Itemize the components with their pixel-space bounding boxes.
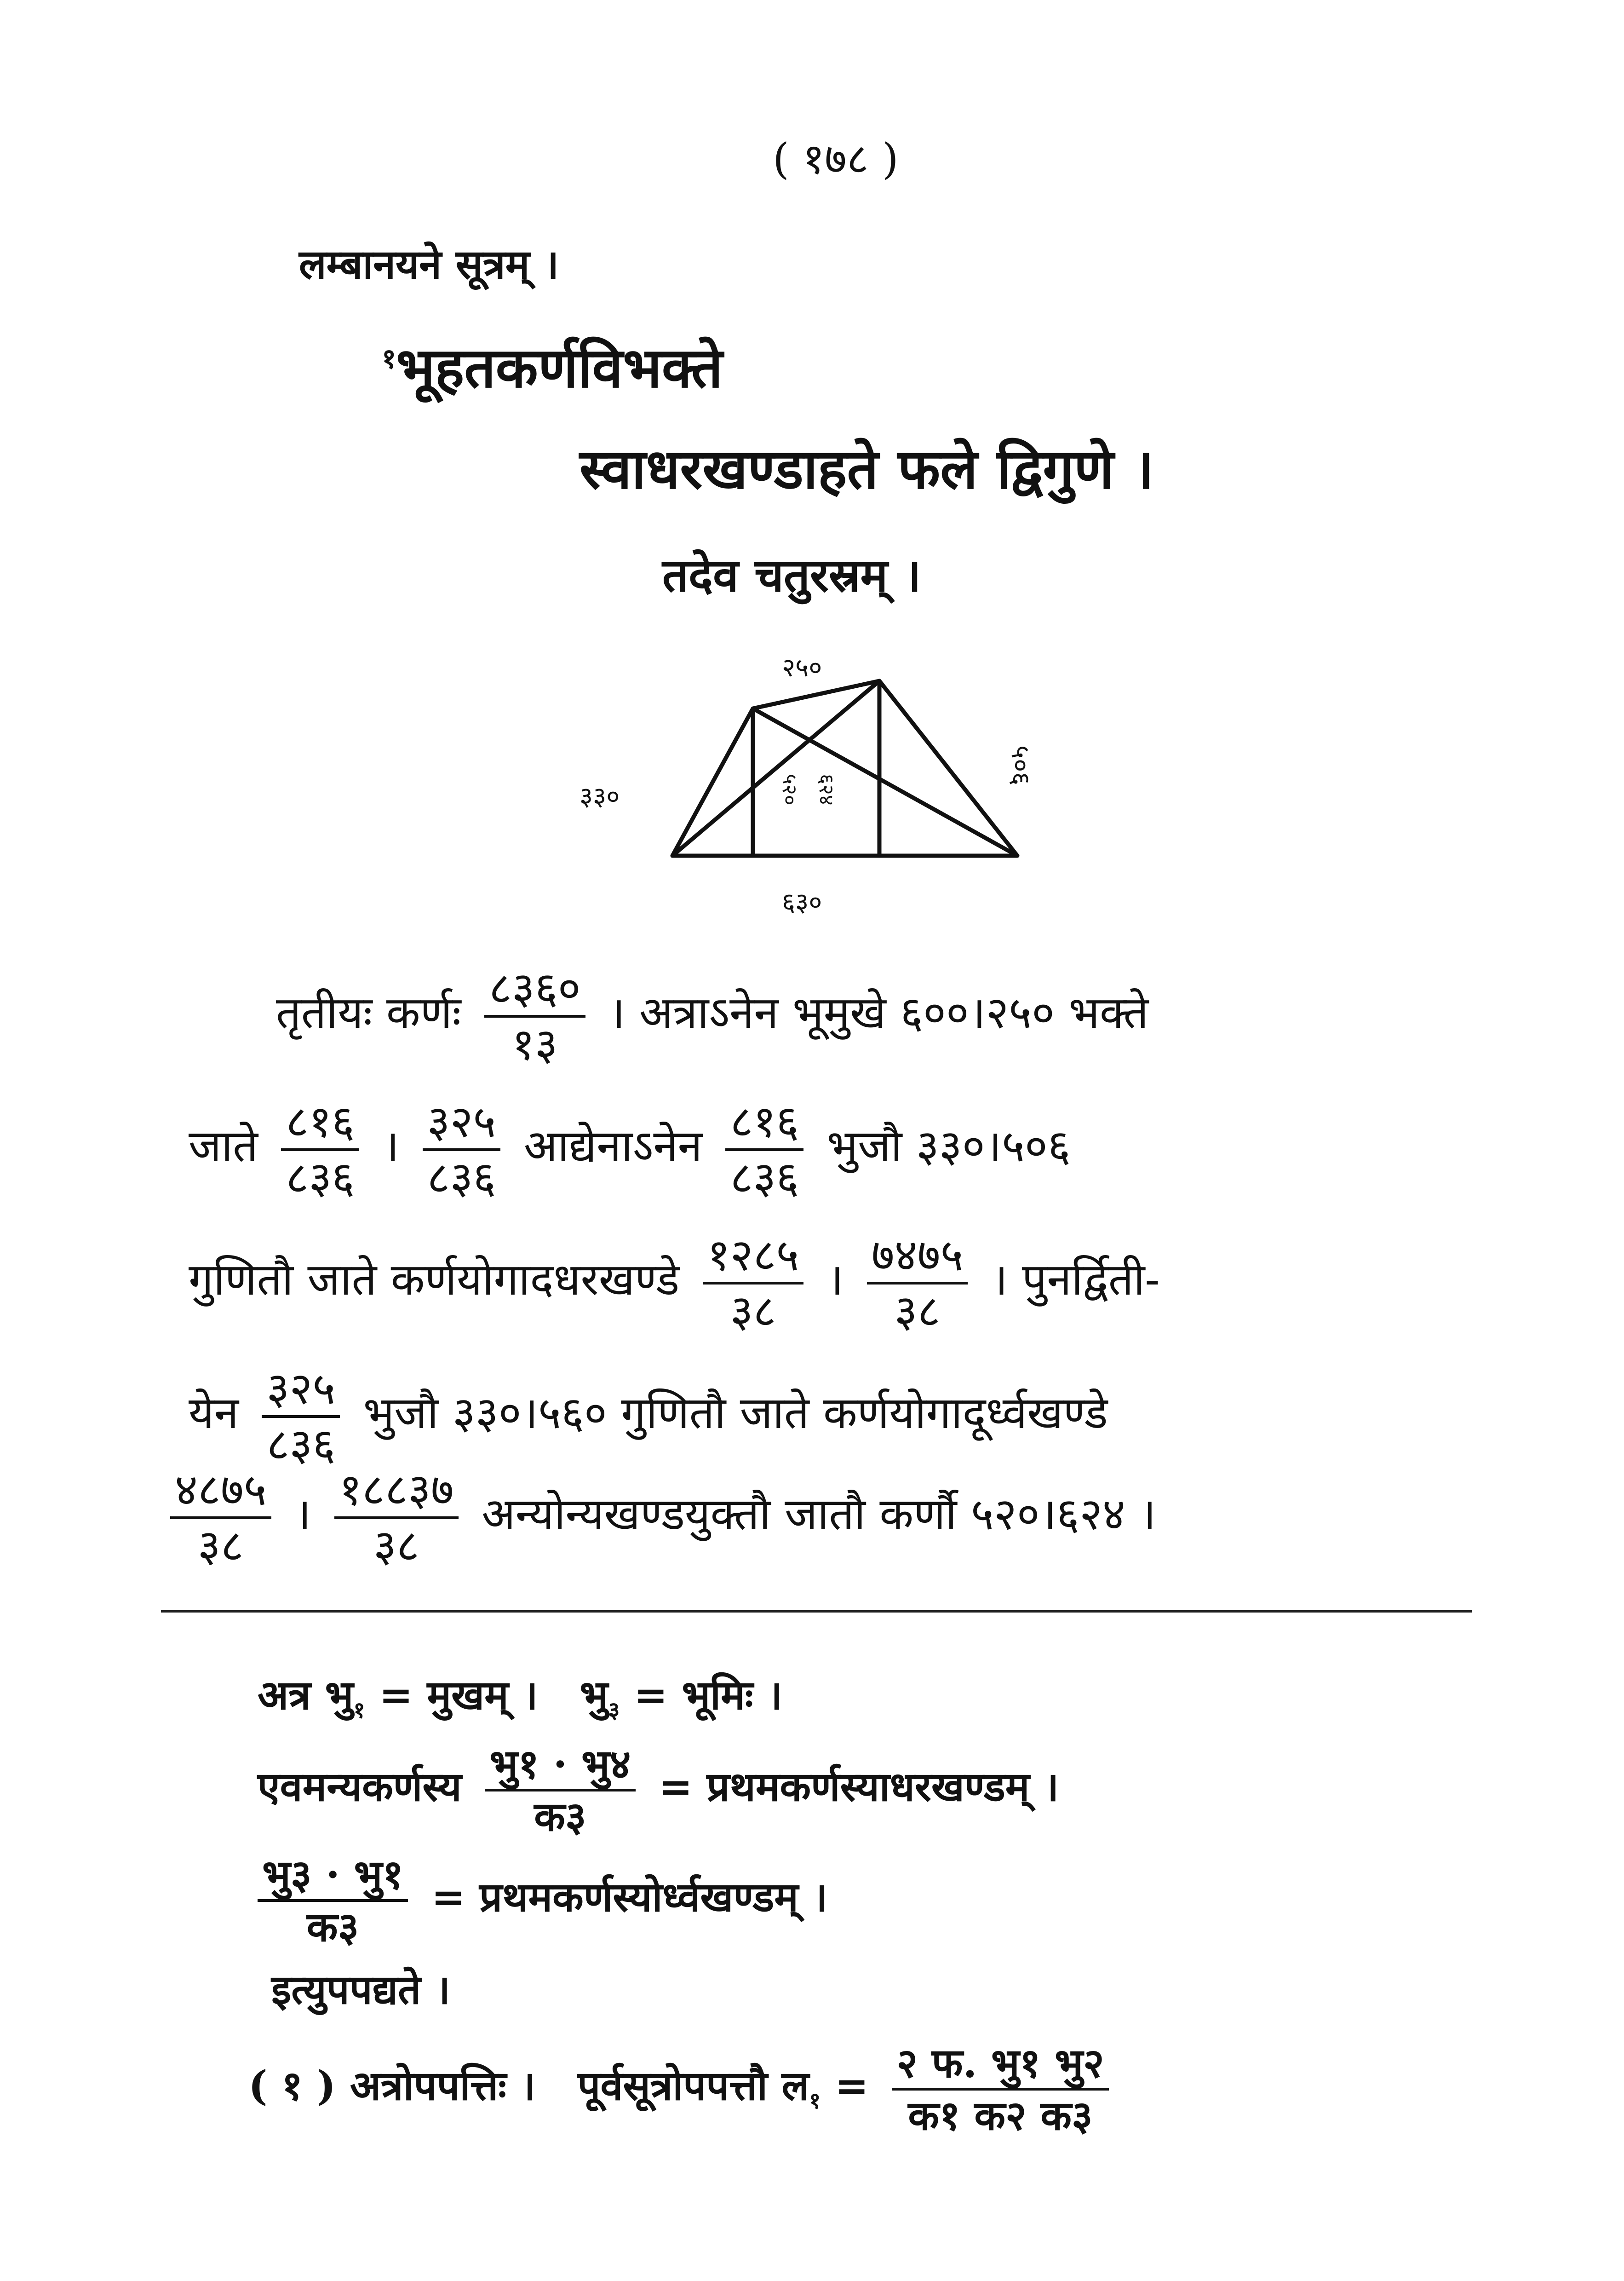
- denominator: ८३६: [286, 1152, 355, 1204]
- note-line-4: इत्युपपद्यते ।: [271, 1965, 451, 2013]
- text: । अत्राऽनेन भूमुखे ६००।२५० भक्ते: [608, 987, 1149, 1038]
- label-left: ३३०: [580, 782, 620, 812]
- diagonal-left: [672, 681, 879, 856]
- denominator: १३: [511, 1019, 558, 1070]
- numerator: ८१६: [725, 1100, 803, 1151]
- subscript: ३: [608, 1697, 620, 1723]
- text: = प्रथमकर्णस्याधरखण्डम् ।: [659, 1763, 1059, 1810]
- para-line-1: [276, 962, 1149, 1070]
- trapezium-figure: [552, 635, 1058, 939]
- label-inner-left: ५२०: [778, 774, 801, 806]
- fraction: [892, 2039, 1108, 2139]
- text: पूर्वसूत्रोपपत्तौ ल: [577, 2062, 809, 2109]
- verse-line-1: [382, 335, 723, 400]
- fraction: [423, 1096, 501, 1204]
- text: जाते: [189, 1120, 258, 1172]
- fraction: [725, 1096, 803, 1204]
- text: एवमन्यकर्णस्य: [258, 1763, 462, 1810]
- fraction: [485, 1740, 635, 1840]
- page-number: ( १७८ ): [773, 134, 899, 184]
- denominator: ३८: [730, 1285, 776, 1337]
- denominator: क३: [306, 1903, 359, 1951]
- trapezium-outline: [672, 681, 1017, 856]
- numerator: ३२५: [423, 1100, 501, 1151]
- fraction: [703, 1229, 804, 1337]
- denominator: ३८: [894, 1285, 941, 1337]
- fraction: [334, 1464, 459, 1572]
- footnote-divider: [161, 1610, 1472, 1613]
- text: = प्रथमकर्णस्योर्ध्वखण्डम् ।: [431, 1873, 828, 1921]
- label-right: ५०६: [1005, 745, 1035, 786]
- numerator: १८८३७: [334, 1468, 459, 1519]
- denominator: क१ क२ क३: [908, 2091, 1093, 2139]
- denominator: ८३६: [266, 1419, 336, 1470]
- label-bottom: ६३०: [782, 887, 822, 917]
- text: अत्र भु: [258, 1671, 354, 1719]
- fraction-third-diagonal: [484, 962, 585, 1070]
- separator: ।: [382, 1120, 400, 1172]
- para-line-2: [189, 1096, 1071, 1204]
- text: आद्येनाऽनेन: [523, 1120, 702, 1172]
- denominator: ३८: [373, 1520, 419, 1572]
- numerator: ४८७५: [170, 1468, 271, 1519]
- note-line-1: [258, 1671, 783, 1723]
- denominator: ८३६: [730, 1152, 799, 1204]
- verse-line-2: स्वाधरखण्डाहते फले द्विगुणे ।: [580, 437, 1154, 501]
- note-line-2: [258, 1740, 1059, 1840]
- text: भु: [580, 1671, 608, 1719]
- note-line-3: [258, 1850, 828, 1951]
- text: अन्योन्यखण्डयुक्तौ जातौ कर्णौ ५२०।६२४ ।: [482, 1488, 1156, 1540]
- para-line-4: [189, 1363, 1108, 1470]
- fraction: [258, 1850, 408, 1951]
- verse-line-1-text: भूहतकर्णविभक्ते: [396, 335, 723, 400]
- footnote-mark: १: [382, 343, 396, 375]
- numerator: ८३६०: [484, 966, 585, 1018]
- numerator: १२८५: [703, 1233, 804, 1285]
- fraction: [170, 1464, 271, 1572]
- verse-line-3: तदेव चतुरस्रम् ।: [662, 548, 922, 602]
- text: = भूमिः ।: [620, 1671, 783, 1719]
- fraction: [262, 1363, 340, 1470]
- text: भुजौ ३३०।५०६: [826, 1120, 1071, 1172]
- para-line-5: [161, 1464, 1156, 1572]
- text: येन: [189, 1387, 239, 1439]
- text: ( १ ) अत्रोपपत्तिः ।: [248, 2062, 536, 2109]
- numerator: भु१ · भु४: [485, 1744, 635, 1791]
- text: । पुनर्द्विती-: [991, 1254, 1160, 1305]
- fraction: [281, 1096, 359, 1204]
- label-top: २५०: [782, 653, 822, 683]
- denominator: क३: [534, 1792, 586, 1840]
- text: = मुखम् ।: [365, 1671, 538, 1719]
- numerator: भु३ · भु१: [258, 1854, 408, 1902]
- subscript: १: [809, 2088, 821, 2114]
- section-heading: लम्बानयने सूत्रम् ।: [299, 240, 559, 288]
- numerator: २ फ. भु१ भु२: [892, 2043, 1108, 2091]
- note-line-5: [248, 2039, 1118, 2139]
- numerator: ३२५: [262, 1366, 340, 1418]
- separator: ।: [826, 1254, 844, 1305]
- denominator: ८३६: [427, 1152, 496, 1204]
- subscript: १: [353, 1697, 365, 1723]
- fraction: [867, 1229, 968, 1337]
- text: =: [821, 2062, 869, 2109]
- numerator: ७४७५: [867, 1233, 968, 1285]
- text: गुणितौ जाते कर्णयोगादधरखण्डे: [189, 1254, 680, 1305]
- text: भुजौ ३३०।५६० गुणितौ जाते कर्णयोगादूर्ध्वखण्डे: [363, 1387, 1108, 1439]
- label-inner-right: ६२४: [815, 774, 838, 806]
- numerator: ८१६: [281, 1100, 359, 1151]
- text: तृतीयः कर्णः: [276, 987, 461, 1038]
- para-line-3: [189, 1229, 1160, 1337]
- separator: ।: [294, 1488, 311, 1540]
- denominator: ३८: [197, 1520, 244, 1572]
